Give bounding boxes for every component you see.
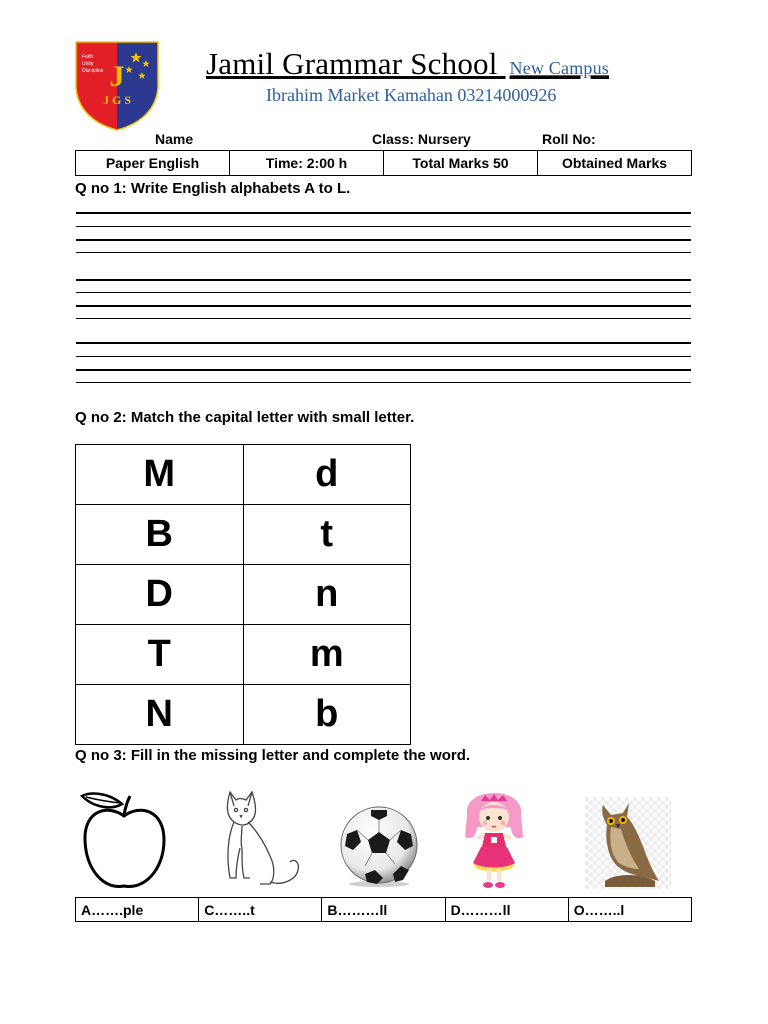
- word-owl: O……..l: [568, 898, 691, 922]
- writing-line: [76, 252, 691, 253]
- capital-letter: M: [76, 445, 244, 505]
- capital-letter: T: [76, 625, 244, 685]
- writing-line: [76, 318, 691, 319]
- writing-line: [76, 279, 691, 281]
- word-cat: C……..t: [199, 898, 322, 922]
- small-letter: n: [243, 565, 411, 625]
- writing-line: [76, 342, 691, 344]
- logo-letter: J: [109, 60, 125, 93]
- paper-info-table: [75, 150, 692, 176]
- owl-icon: [585, 797, 671, 889]
- school-address: Ibrahim Market Kamahan 03214000926: [266, 85, 557, 105]
- match-row: [76, 565, 411, 625]
- school-name: [206, 46, 609, 82]
- doll-icon: [457, 793, 531, 893]
- apple-icon: [78, 790, 170, 892]
- word-apple: A…….ple: [76, 898, 199, 922]
- match-row: [76, 685, 411, 745]
- roll-no-label: Roll No:: [542, 131, 596, 147]
- question-2: Q no 2: Match the capital letter with small letter.: [75, 409, 415, 426]
- cat-icon: [212, 786, 304, 896]
- word-table: [75, 897, 692, 922]
- match-row: [76, 445, 411, 505]
- writing-line: [76, 292, 691, 293]
- small-letter: t: [243, 505, 411, 565]
- match-table: [75, 444, 411, 745]
- logo-motto-3: Discipline: [82, 68, 104, 74]
- school-logo: [74, 40, 160, 132]
- capital-letter: B: [76, 505, 244, 565]
- word-doll: D………ll: [445, 898, 568, 922]
- writing-line: [76, 239, 691, 241]
- class-label: Class: Nursery: [372, 131, 471, 147]
- writing-line: [76, 226, 691, 227]
- small-letter: b: [243, 685, 411, 745]
- ball-icon: [337, 804, 421, 888]
- logo-motto-2: Unity: [82, 61, 94, 67]
- writing-line: [76, 356, 691, 357]
- obtained-marks-cell: Obtained Marks: [538, 151, 692, 176]
- capital-letter: D: [76, 565, 244, 625]
- question-3: Q no 3: Fill in the missing letter and complete the word.: [75, 747, 471, 764]
- question-1: Q no 1: Write English alphabets A to L.: [75, 180, 351, 197]
- logo-motto-1: Faith: [82, 54, 94, 60]
- paper-time-cell: Time: 2:00 h: [230, 151, 384, 176]
- word-row: [76, 898, 692, 922]
- small-letter: d: [243, 445, 411, 505]
- paper-info-row: [76, 151, 692, 176]
- writing-line: [76, 305, 691, 307]
- small-letter: m: [243, 625, 411, 685]
- match-row: [76, 625, 411, 685]
- capital-letter: N: [76, 685, 244, 745]
- word-ball: B………ll: [322, 898, 445, 922]
- paper-subject-cell: Paper English: [76, 151, 230, 176]
- writing-line: [76, 369, 691, 371]
- name-label: Name: [155, 131, 194, 147]
- total-marks-cell: Total Marks 50: [384, 151, 538, 176]
- writing-line: [76, 212, 691, 214]
- school-name-text: Jamil Grammar School: [206, 46, 498, 81]
- match-row: [76, 505, 411, 565]
- logo-initials: J G S: [102, 93, 132, 107]
- writing-line: [76, 382, 691, 383]
- campus-label: New Campus: [509, 58, 610, 78]
